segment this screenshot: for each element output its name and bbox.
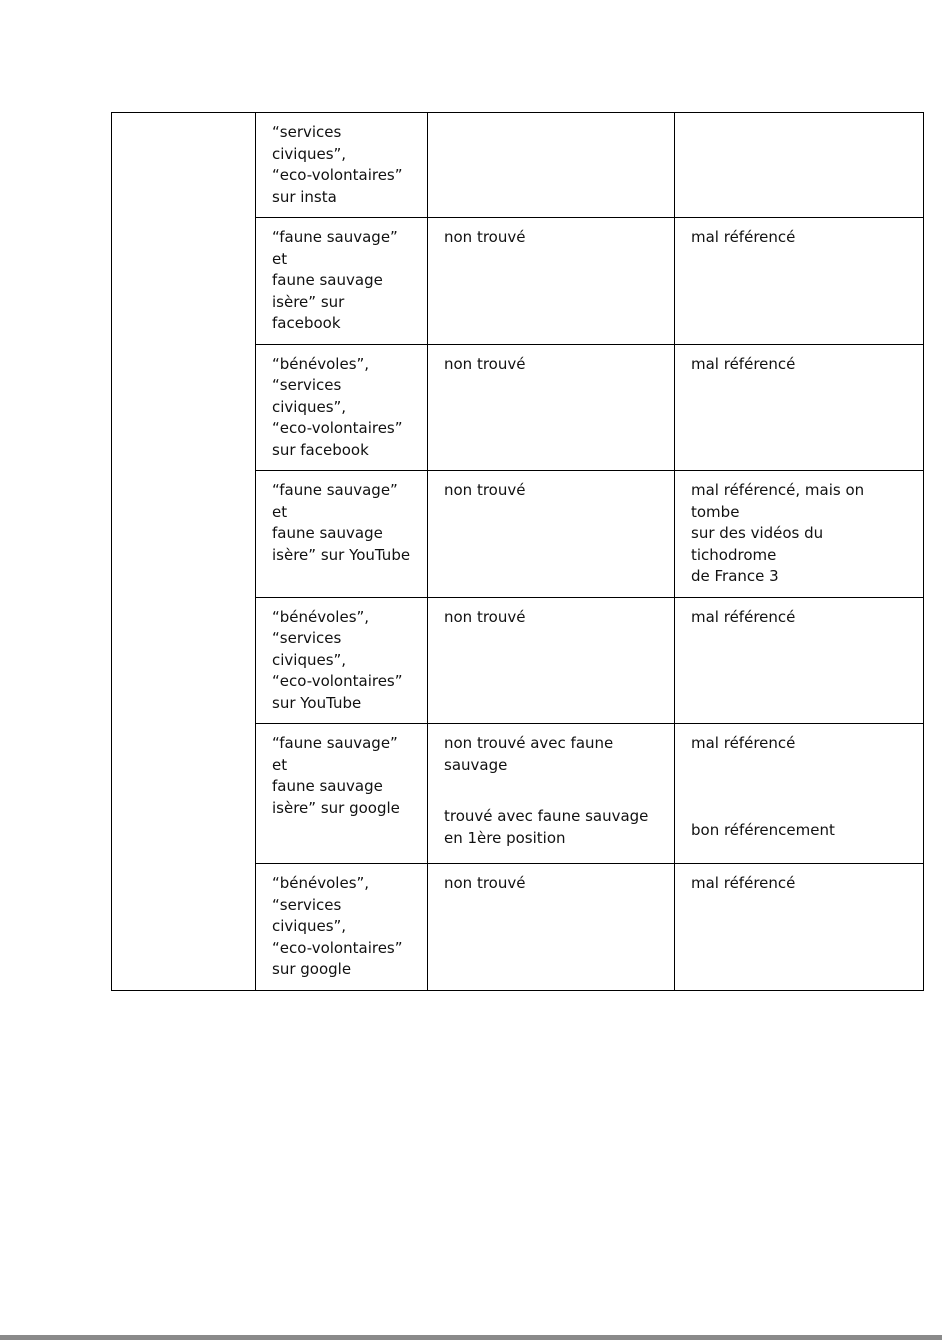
query-line: sur YouTube — [272, 693, 362, 712]
result-block — [444, 733, 664, 776]
evaluation-cell — [675, 864, 924, 991]
query-line: “services civiques”, — [272, 376, 347, 416]
evaluation-text: mal référencé — [691, 607, 796, 626]
evaluation-cell — [675, 471, 924, 598]
evaluation-cell — [675, 344, 924, 471]
result-text: non trouvé avec faune — [444, 734, 614, 752]
evaluation-cell — [675, 597, 924, 724]
query-line: “services civiques”, — [272, 895, 347, 935]
evaluation-cell — [675, 724, 924, 864]
query-line: “bénévoles”, — [272, 874, 370, 892]
query-cell — [256, 218, 428, 345]
query-line: “faune sauvage” et — [272, 228, 398, 268]
query-line: isère” sur google — [272, 798, 400, 817]
result-text: non trouvé — [444, 874, 526, 892]
query-line: “eco-volontaires” — [272, 672, 403, 690]
query-cell — [256, 113, 428, 218]
query-line: “faune sauvage” et — [272, 481, 398, 521]
evaluation-block — [691, 733, 913, 755]
evaluation-text: mal référencé — [691, 354, 796, 373]
query-cell — [256, 344, 428, 471]
result-cell — [428, 864, 675, 991]
query-line: “bénévoles”, — [272, 607, 370, 626]
evaluation-text: sur des vidéos du tichodrome — [691, 524, 824, 564]
evaluation-text: bon référencement — [691, 820, 835, 839]
evaluation-text: mal référencé — [691, 228, 796, 246]
evaluation-text: mal référencé, mais on tombe — [691, 481, 865, 521]
result-text: non trouvé — [444, 228, 526, 246]
result-cell — [428, 113, 675, 218]
result-cell — [428, 724, 675, 864]
evaluation-cell — [675, 218, 924, 345]
result-text: non trouvé — [444, 607, 526, 626]
page-bottom-divider — [0, 1335, 942, 1340]
result-cell — [428, 218, 675, 345]
query-cell — [256, 864, 428, 991]
result-block — [444, 806, 664, 849]
query-cell — [256, 724, 428, 864]
query-line: “services civiques”, — [272, 629, 347, 669]
result-cell — [428, 471, 675, 598]
evaluation-text: de France 3 — [691, 567, 779, 585]
query-line: sur google — [272, 960, 352, 978]
result-text: non trouvé — [444, 481, 526, 499]
table-row — [112, 113, 924, 218]
merged-label-cell — [112, 113, 256, 991]
query-line: faune sauvage — [272, 271, 383, 289]
result-text: trouvé avec faune sauvage — [444, 807, 649, 825]
evaluation-cell — [675, 113, 924, 218]
evaluation-text: mal référencé — [691, 874, 796, 892]
query-line: “eco-volontaires” — [272, 419, 403, 437]
query-line: isère” sur facebook — [272, 292, 345, 332]
query-line: “faune sauvage” et — [272, 734, 398, 774]
query-line: sur facebook — [272, 440, 369, 459]
query-line: faune sauvage — [272, 777, 383, 795]
search-results-table — [111, 112, 924, 991]
result-cell — [428, 344, 675, 471]
query-line: faune sauvage — [272, 524, 383, 542]
query-line: isère” sur YouTube — [272, 545, 411, 564]
query-line: “services civiques”, — [272, 123, 347, 163]
evaluation-block — [691, 820, 913, 842]
result-text: non trouvé — [444, 354, 526, 373]
query-line: “eco-volontaires” — [272, 166, 403, 184]
query-line: sur insta — [272, 187, 337, 206]
query-cell — [256, 597, 428, 724]
evaluation-text: mal référencé — [691, 734, 796, 752]
query-cell — [256, 471, 428, 598]
result-text: sauvage — [444, 755, 508, 774]
result-text: en 1ère position — [444, 828, 566, 847]
result-cell — [428, 597, 675, 724]
query-line: “bénévoles”, — [272, 354, 370, 373]
query-line: “eco-volontaires” — [272, 938, 403, 957]
